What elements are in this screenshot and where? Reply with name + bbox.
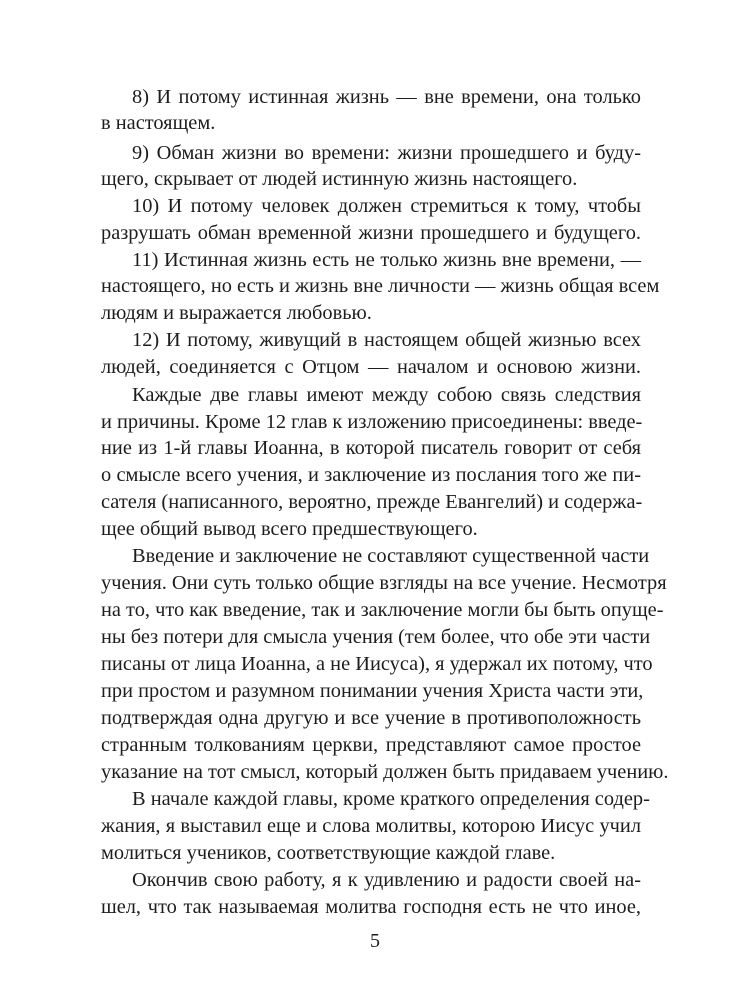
- text-line: на то, что как введение, так и заключение могли бы быть опуще-: [101, 599, 664, 621]
- text-line: щего, скрывает от людей истинную жизнь настоящего.: [101, 168, 578, 190]
- text-line: о смысле всего учения, и заключение из послания того же пи-: [101, 464, 641, 486]
- text-line: 12) И потому, живущий в настоящем общей жизнью всех: [132, 329, 641, 351]
- text-line: странным толкованиям церкви, представляют самое простое: [101, 734, 641, 756]
- text-line: 9) Обман жизни во времени: жизни прошедшего и буду-: [132, 142, 641, 164]
- text-line: ние из 1-й главы Иоанна, в которой писатель говорит от себя: [101, 437, 641, 459]
- text-line: писаны от лица Иоанна, а не Иисуса), я удержал их потому, что: [101, 653, 653, 675]
- text-line: 8) И потому истинная жизнь — вне времени, она только: [132, 86, 641, 108]
- text-line: и причины. Кроме 12 глав к изложению присоединены: введе-: [101, 411, 643, 433]
- text-line: в настоящем.: [101, 112, 216, 134]
- text-line: при простом и разумном понимании учения Христа части эти,: [101, 680, 644, 702]
- text-line: Каждые две главы имеют между собою связь следствия: [132, 384, 641, 406]
- page-number: 5: [370, 930, 380, 952]
- text-line: ны без потери для смысла учения (тем более, что обе эти части: [101, 626, 651, 648]
- text-line: учения. Они суть только общие взгляды на все учение. Несмотря: [101, 572, 667, 594]
- text-line: людям и выражается любовью.: [101, 302, 372, 324]
- text-line: В начале каждой главы, кроме краткого определения содер-: [132, 788, 650, 810]
- text-line: 10) И потому человек должен стремиться к тому, чтобы: [132, 195, 641, 217]
- text-line: сателя (написанного, вероятно, прежде Евангелий) и содержа-: [101, 491, 643, 513]
- text-line: указание на тот смысл, который должен быть придаваем учению.: [101, 761, 669, 783]
- text-line: Окончив свою работу, я к удивлению и радости своей на-: [132, 869, 641, 891]
- text-line: разрушать обман временной жизни прошедшего и будущего.: [101, 222, 641, 244]
- text-line: щее общий вывод всего предшествующего.: [101, 518, 478, 540]
- text-line: настоящего, но есть и жизнь вне личности — жизнь общая всем: [101, 275, 660, 297]
- text-line: молиться учеников, соответствующие каждой главе.: [101, 842, 556, 864]
- text-line: жания, я выставил еще и слова молитвы, которою Иисус учил: [101, 815, 641, 837]
- text-line: шел, что так называемая молитва господня есть не что иное,: [101, 896, 641, 918]
- text-line: 11) Истинная жизнь есть не только жизнь вне времени, —: [132, 249, 641, 271]
- text-line: Введение и заключение не составляют существенной части: [132, 545, 650, 567]
- text-line: людей, соединяется с Отцом — началом и основою жизни.: [101, 356, 641, 378]
- text-line: подтверждая одна другую и все учение в противоположность: [101, 707, 641, 729]
